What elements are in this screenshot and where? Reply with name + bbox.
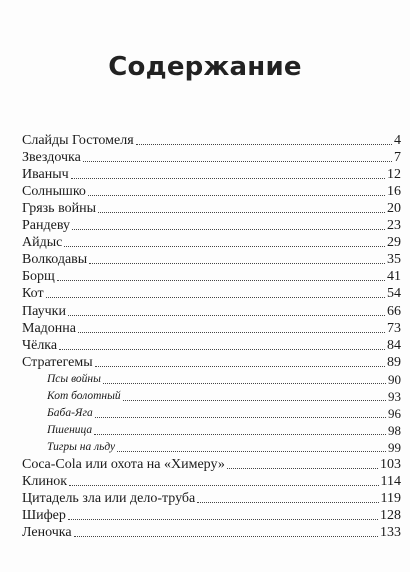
toc-entry-title: Звездочка [22, 150, 81, 166]
toc-entry [22, 524, 401, 541]
toc-entry-title: Волкодавы [22, 252, 88, 268]
dot-leader [69, 485, 378, 486]
dot-leader [88, 195, 385, 196]
toc-entry-title: Грязь войны [22, 201, 96, 217]
dot-leader [78, 332, 385, 333]
toc-entry-title: Coca-Cola или охота на «Химеру» [22, 456, 225, 472]
toc-entry-title: Леночка [22, 525, 72, 541]
dot-leader [74, 536, 378, 537]
toc-entry-title: Цитадель зла или дело-труба [22, 491, 196, 507]
toc-entry [22, 166, 401, 183]
toc-page-number: 23 [387, 218, 401, 234]
toc-page-number: 35 [387, 252, 401, 268]
toc-page-number: 114 [380, 473, 401, 489]
dot-leader [71, 178, 385, 179]
toc-subentry [22, 405, 401, 422]
toc-entry [22, 302, 401, 319]
dot-leader [117, 451, 386, 452]
dot-leader [59, 349, 385, 350]
toc-page-number: 12 [387, 167, 401, 183]
dot-leader [57, 280, 385, 281]
toc-entry-title: Псы войны [47, 372, 101, 385]
toc-page-number: 96 [388, 405, 401, 421]
toc-entry [22, 200, 401, 217]
toc-entry [22, 268, 401, 285]
dot-leader [227, 468, 378, 469]
dot-leader [94, 434, 386, 435]
toc-page-number: 7 [394, 150, 401, 166]
toc-entry [22, 320, 401, 337]
toc-entry-title: Слайды Гостомеля [22, 133, 134, 149]
toc-entry [22, 490, 401, 507]
toc-subentry [22, 388, 401, 405]
dot-leader [197, 502, 378, 503]
toc-entry-title: Стратегемы [22, 354, 93, 370]
dot-leader [136, 144, 392, 145]
toc-page-number: 93 [388, 388, 401, 404]
toc-entry [22, 354, 401, 371]
dot-leader [89, 263, 385, 264]
toc-page-number: 98 [388, 422, 401, 438]
dot-leader [68, 519, 378, 520]
page-title: Содержание [108, 52, 302, 82]
toc-page-number: 29 [387, 235, 401, 251]
toc-entry [22, 507, 401, 524]
toc-entry-title: Мадонна [22, 320, 76, 336]
toc-entry-title: Солнышко [22, 184, 86, 200]
toc-entry-title: Чёлка [22, 337, 58, 353]
toc-page-number: 89 [387, 354, 401, 370]
toc-entry-title: Кот болотный [47, 389, 121, 402]
dot-leader [83, 161, 392, 162]
toc-entry [22, 251, 401, 268]
dot-leader [95, 417, 386, 418]
toc-entry-title: Паучки [22, 303, 66, 319]
toc-entry-title: Баба-Яга [47, 406, 93, 419]
toc-page-number: 99 [388, 439, 401, 455]
toc-entry-title: Айдыс [22, 235, 63, 251]
toc-entry [22, 217, 401, 234]
toc-page-number: 20 [387, 201, 401, 217]
dot-leader [46, 297, 385, 298]
toc-entry [22, 183, 401, 200]
toc-entry-title: Борщ [22, 269, 55, 285]
toc-page-number: 103 [380, 456, 401, 472]
toc-entry [22, 285, 401, 302]
toc-entry [22, 132, 401, 149]
toc-page-number: 66 [387, 303, 401, 319]
toc-entry-title: Пшеница [47, 423, 93, 436]
toc-page-number: 128 [380, 508, 401, 524]
toc-entry-title: Тигры на льду [47, 440, 116, 453]
toc-page-number: 84 [387, 337, 401, 353]
dot-leader [64, 246, 385, 247]
dot-leader [95, 366, 385, 367]
toc-page-number: 54 [387, 286, 401, 302]
toc-entry [22, 337, 401, 354]
dot-leader [72, 229, 385, 230]
toc-page-number: 4 [394, 133, 401, 149]
toc-subentry [22, 422, 401, 439]
dot-leader [98, 212, 385, 213]
toc-entry [22, 234, 401, 251]
toc-entry [22, 149, 401, 166]
toc-entry-title: Клинок [22, 473, 68, 489]
toc-entry [22, 473, 401, 490]
dot-leader [103, 383, 386, 384]
dot-leader [68, 315, 385, 316]
toc-page-number: 16 [387, 184, 401, 200]
toc-page-number: 133 [380, 525, 401, 541]
toc-subentry [22, 371, 401, 388]
toc-page-number: 90 [388, 371, 401, 387]
toc-page-number: 119 [380, 491, 401, 507]
toc-entry-title: Шифер [22, 508, 66, 524]
toc-entry [22, 456, 401, 473]
toc-entry-title: Кот [22, 286, 44, 302]
table-of-contents [22, 132, 401, 541]
toc-page-number: 73 [387, 320, 401, 336]
toc-entry-title: Рандеву [22, 218, 70, 234]
toc-subentry [22, 439, 401, 456]
toc-entry-title: Иваныч [22, 167, 69, 183]
dot-leader [123, 400, 386, 401]
toc-page-number: 41 [387, 269, 401, 285]
